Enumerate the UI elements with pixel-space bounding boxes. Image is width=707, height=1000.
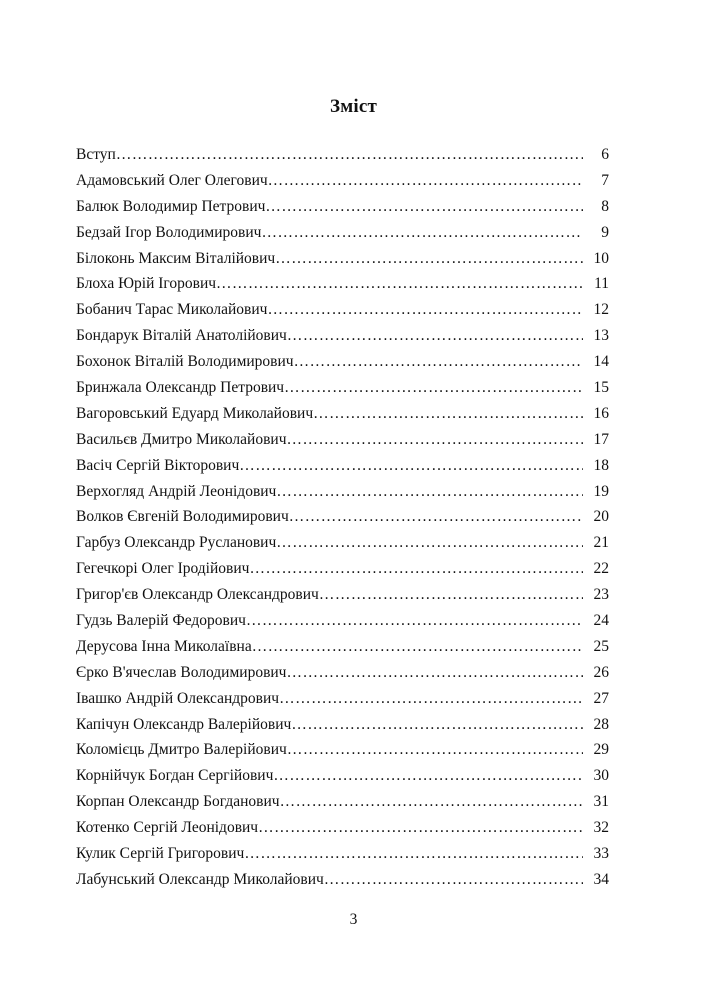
- toc-entry-name: Капічун Олександр Валерійович: [76, 715, 292, 733]
- toc-entry-name: Блоха Юрій Ігорович: [76, 275, 217, 293]
- toc-entry-name: Лабунський Олександр Миколайович: [76, 870, 324, 888]
- toc-entry-page: 21: [593, 534, 609, 552]
- toc-entry-name: Вступ: [76, 146, 116, 163]
- toc-leader-dots: [287, 323, 583, 349]
- toc-entry-page: 34: [593, 870, 609, 888]
- toc-entry-page: 23: [593, 586, 609, 604]
- toc-leader-dots: [116, 142, 583, 168]
- toc-entry-name: Івашко Андрій Олександрович: [76, 689, 280, 707]
- toc-entry-name: Бохонок Віталій Володимирович: [76, 353, 294, 371]
- toc-entry-name: Дерусова Інна Миколаївна: [76, 637, 252, 655]
- toc-entry: [76, 427, 609, 453]
- toc-leader-dots: [279, 686, 583, 712]
- toc-entry: [76, 660, 609, 686]
- toc-leader-dots: [244, 841, 583, 867]
- toc-entry: [76, 453, 609, 479]
- toc-entry-name: Верхогляд Андрій Леонідович: [76, 482, 277, 500]
- toc-entry: [76, 142, 609, 168]
- toc-leader-dots: [276, 479, 583, 505]
- toc-entry-name: Бедзай Ігор Володимирович: [76, 223, 262, 241]
- toc-leader-dots: [275, 246, 583, 272]
- toc-leader-dots: [273, 763, 583, 789]
- toc-leader-dots: [276, 530, 583, 556]
- toc-entry: [76, 737, 609, 763]
- toc-entry: [76, 815, 609, 841]
- toc-entry-page: 33: [593, 845, 609, 863]
- toc-entry-name: Єрко В'ячеслав Володимирович: [76, 663, 287, 681]
- toc-entry-page: 27: [593, 689, 609, 707]
- toc-entry: [76, 323, 609, 349]
- toc-leader-dots: [246, 608, 583, 634]
- toc-leader-dots: [249, 556, 583, 582]
- toc-entry: [76, 246, 609, 272]
- toc-entry-name: Волков Євгеній Володимирович: [76, 508, 289, 526]
- toc-entry-page: 13: [593, 327, 609, 345]
- toc-entry-name: Кулик Сергій Григорович: [76, 845, 245, 863]
- toc-entry-name: Бобанич Тарас Миколайович: [76, 301, 268, 319]
- toc-leader-dots: [280, 789, 583, 815]
- toc-entry-name: Білоконь Максим Віталійович: [76, 249, 276, 267]
- toc-entry-page: 16: [593, 404, 609, 422]
- toc-leader-dots: [324, 867, 583, 893]
- toc-entry: [76, 634, 609, 660]
- toc-entry-page: 30: [593, 767, 609, 785]
- toc-entry: [76, 375, 609, 401]
- toc-entry-page: 8: [601, 197, 609, 215]
- toc-entry: [76, 401, 609, 427]
- page-title: Зміст: [329, 96, 377, 117]
- toc-entry-page: 19: [593, 482, 609, 500]
- toc-entry-page: 7: [601, 171, 609, 189]
- toc-entry-page: 15: [593, 379, 609, 397]
- toc-leader-dots: [239, 453, 583, 479]
- toc-entry: [76, 297, 609, 323]
- toc-leader-dots: [267, 297, 583, 323]
- toc-entry: [76, 504, 609, 530]
- toc-entry-name: Васіч Сергій Вікторович: [76, 456, 240, 474]
- toc-leader-dots: [319, 582, 583, 608]
- toc-entry: [76, 556, 609, 582]
- toc-entry-page: 29: [593, 741, 609, 759]
- toc-entry-name: Гегечкорі Олег Іродійович: [76, 560, 250, 578]
- toc-entry: [76, 841, 609, 867]
- toc-entry-name: Григор'єв Олександр Олександрович: [76, 586, 319, 604]
- toc-entry-page: 24: [593, 612, 609, 630]
- toc-entry: [76, 168, 609, 194]
- toc-entry-page: 14: [593, 353, 609, 371]
- toc-entry-name: Васильєв Дмитро Миколайович: [76, 430, 287, 448]
- toc-leader-dots: [258, 815, 583, 841]
- toc-entry-page: 12: [593, 301, 609, 319]
- toc-entry-name: Корнійчук Богдан Сергійович: [76, 767, 274, 785]
- toc-entry: [76, 530, 609, 556]
- toc-leader-dots: [216, 271, 583, 297]
- table-of-contents: [76, 142, 609, 893]
- toc-leader-dots: [287, 427, 584, 453]
- toc-entry-page: 31: [593, 793, 609, 811]
- toc-entry-page: 22: [593, 560, 609, 578]
- toc-entry-name: Вагоровський Едуард Миколайович: [76, 404, 314, 422]
- toc-leader-dots: [284, 375, 583, 401]
- toc-entry: [76, 582, 609, 608]
- toc-entry-page: 28: [593, 715, 609, 733]
- toc-entry-name: Адамовський Олег Олегович: [76, 171, 268, 189]
- toc-entry-name: Коломієць Дмитро Валерійович: [76, 741, 287, 759]
- toc-entry-page: 9: [601, 223, 609, 241]
- toc-entry: [76, 349, 609, 375]
- toc-entry: [76, 867, 609, 893]
- toc-entry: [76, 194, 609, 220]
- toc-entry-name: Бринжала Олександр Петрович: [76, 379, 285, 397]
- toc-entry: [76, 271, 609, 297]
- toc-entry-name: Корпан Олександр Богданович: [76, 793, 280, 811]
- toc-entry: [76, 712, 609, 738]
- toc-leader-dots: [294, 349, 583, 375]
- toc-entry: [76, 789, 609, 815]
- page-number: 3: [349, 911, 358, 928]
- toc-leader-dots: [261, 220, 583, 246]
- toc-entry: [76, 686, 609, 712]
- toc-entry-page: 17: [593, 430, 609, 448]
- toc-entry-page: 32: [593, 819, 609, 837]
- toc-entry-page: 18: [593, 456, 609, 474]
- toc-entry-name: Гарбуз Олександр Русланович: [76, 534, 277, 552]
- toc-leader-dots: [289, 504, 583, 530]
- toc-leader-dots: [313, 401, 583, 427]
- toc-leader-dots: [252, 634, 583, 660]
- toc-entry-page: 6: [601, 146, 609, 163]
- toc-entry-page: 20: [593, 508, 609, 526]
- toc-entry-name: Гудзь Валерій Федорович: [76, 612, 246, 630]
- toc-entry-page: 26: [593, 663, 609, 681]
- toc-entry-name: Котенко Сергій Леонідович: [76, 819, 259, 837]
- toc-leader-dots: [291, 712, 583, 738]
- toc-entry-page: 11: [594, 275, 609, 293]
- toc-leader-dots: [268, 168, 583, 194]
- toc-leader-dots: [286, 660, 583, 686]
- toc-entry: [76, 479, 609, 505]
- toc-entry-name: Бондарук Віталій Анатолійович: [76, 327, 287, 345]
- toc-entry: [76, 608, 609, 634]
- toc-entry-name: Балюк Володимир Петрович: [76, 197, 266, 215]
- toc-entry-page: 10: [593, 249, 609, 267]
- toc-entry: [76, 220, 609, 246]
- toc-leader-dots: [265, 194, 583, 220]
- toc-entry: [76, 763, 609, 789]
- toc-entry-page: 25: [593, 637, 609, 655]
- toc-leader-dots: [287, 737, 583, 763]
